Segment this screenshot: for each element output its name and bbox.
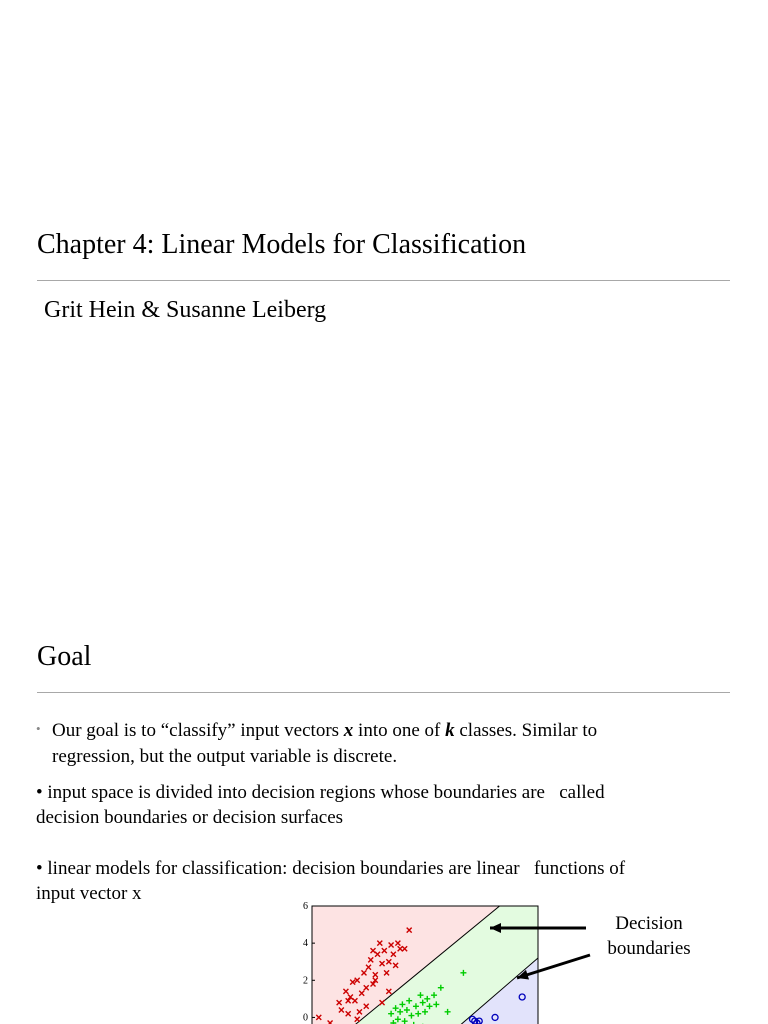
chapter-title: Chapter 4: Linear Models for Classification [37, 229, 527, 260]
callout-line1: Decision [615, 913, 683, 934]
goal-heading: Goal [37, 641, 92, 672]
y-tick-label: 0 [303, 1012, 308, 1024]
bullet2-line2: decision boundaries or decision surfaces [36, 807, 344, 828]
bullet1-text-c: classes. Similar to [454, 720, 598, 741]
bullet2-line1: • input space is divided into decision regions whose boundaries are called [36, 782, 605, 803]
y-tick-label: 4 [303, 938, 308, 950]
callout-line2: boundaries [607, 938, 691, 959]
bullet3-line2: input vector x [36, 883, 142, 904]
bullet1-text-a: Our goal is to “classify” input vectors [52, 720, 344, 741]
bullet3-line1: • linear models for classification: decision boundaries are linear functions of [36, 858, 626, 879]
bullet-dot-icon: • [36, 721, 41, 736]
y-tick-label: 6 [303, 901, 308, 912]
authors: Grit Hein & Susanne Leiberg [44, 297, 327, 323]
class-count-k: k [445, 720, 455, 741]
y-tick-label: 2 [303, 975, 308, 987]
vector-x: x [343, 720, 354, 741]
bullet1-text-b: into one of [353, 720, 446, 741]
bullet1-line2: regression, but the output variable is discrete. [52, 746, 398, 767]
